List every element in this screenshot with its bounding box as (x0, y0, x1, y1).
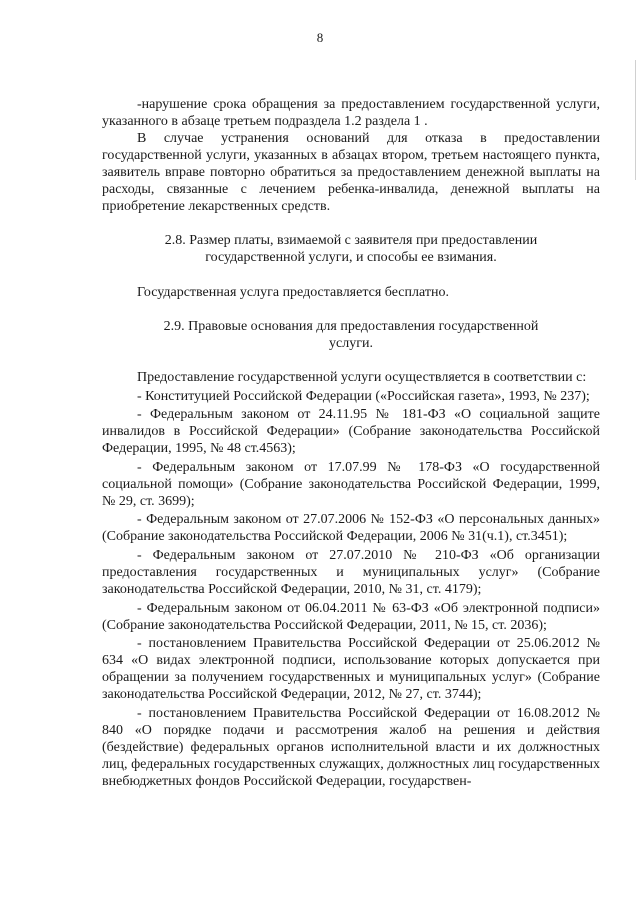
section-heading-2-9 (102, 318, 600, 352)
legal-basis-list (102, 369, 600, 791)
list-item: - Федеральным законом от 27.07.2010 № 210-ФЗ «Об организации предоставления государственных и муниципальных услуг» (Собрание законодательства Российской Федерации, 2010, № 31, ст. 4179); (102, 547, 600, 597)
scan-edge-mark (635, 60, 636, 180)
section-heading-2-8 (102, 232, 600, 266)
list-item: - Конституцией Российской Федерации («Российская газета», 1993, № 237); (137, 388, 590, 404)
paragraph: Государственная услуга предоставляется бесплатно. (137, 285, 449, 300)
fee-statement (102, 284, 600, 301)
list-item: - Федеральным законом от 06.04.2011 № 63-ФЗ «Об электронной подписи» (Собрание законодательства Российской Федерации, 2011, № 15, ст. 2036); (102, 600, 600, 633)
heading-line: услуги. (329, 336, 373, 351)
list-item: - Федеральным законом от 24.11.95 № 181-ФЗ «О социальной защите инвалидов в Российской Федерации» (Собрание законодательства Российской Федерации, 1995, № 48 ст.4563); (102, 407, 600, 457)
paragraph: В случае устранения оснований для отказа в предоставлении государственной услуги, указанных в абзацах втором, третьем настоящего пункта, заявитель вправе повторно обратиться за предоставлением денежной выплаты на расходы, связанные с лечением ребенка-инвалида, денежной выплаты на приобретение лекарственных средств. (102, 131, 600, 214)
list-item: - Федеральным законом от 27.07.2006 № 152-ФЗ «О персональных данных» (Собрание законодательства Российской Федерации, 2006 № 31(ч.1), ст.3451); (102, 512, 600, 545)
refusal-grounds-block (102, 96, 600, 215)
heading-line: 2.9. Правовые основания для предоставления государственной (163, 319, 539, 334)
list-item: - постановлением Правительства Российской Федерации от 25.06.2012 № 634 «О видах электронной подписи, использование которых допускается при обращении за получением государственных и муниципальных услуг» (Собрание законодательства Российской Федерации, 2012, № 27, ст. 3744); (102, 636, 600, 703)
list-item: - Федеральным законом от 17.07.99 № 178-ФЗ «О государственной социальной помощи» (Собрание законодательства Российской Федерации, 1999, № 29, ст. 3699); (102, 459, 600, 509)
list-item: - постановлением Правительства Российской Федерации от 16.08.2012 № 840 «О порядке подачи и рассмотрения жалоб на решения и действия (бездействие) федеральных органов исполнительной власти и их должностных лиц, федеральных государственных служащих, должностных лиц государственных внебюджетных фондов Российской Федерации, государствен- (102, 705, 600, 789)
paragraph: Предоставление государственной услуги осуществляется в соответствии с: (137, 370, 587, 385)
page-number: 8 (316, 30, 324, 45)
heading-line: государственной услуги, и способы ее взимания. (205, 250, 497, 265)
paragraph: -нарушение срока обращения за предоставлением государственной услуги, указанного в абзаце третьем подраздела 1.2 раздела 1 . (102, 97, 600, 129)
heading-line: 2.8. Размер платы, взимаемой с заявителя при предоставлении (164, 233, 538, 248)
